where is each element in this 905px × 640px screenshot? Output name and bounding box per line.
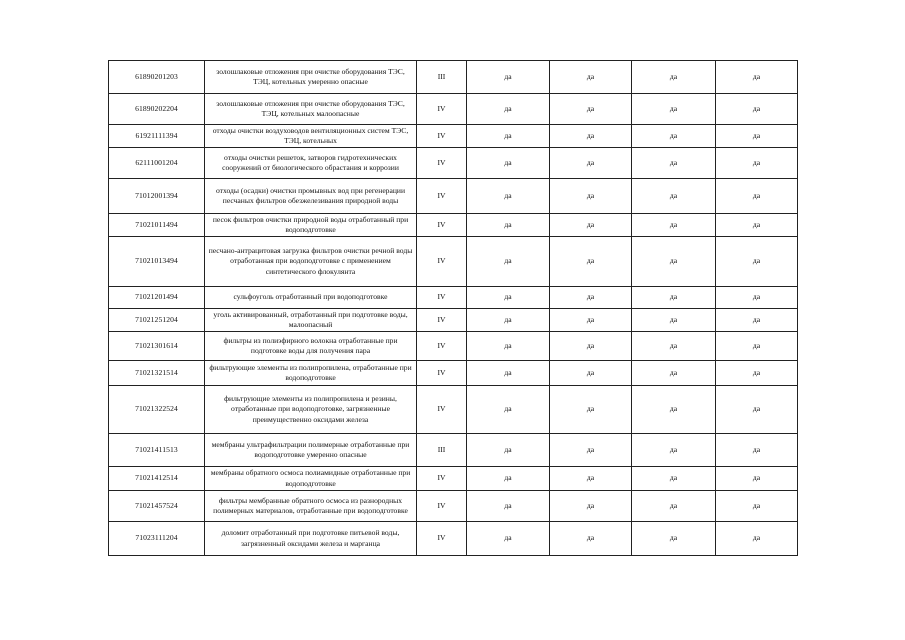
table-row xyxy=(109,287,798,309)
waste-name-cell: золошлаковые отложения при очистке оборудования ТЭС, ТЭЦ, котельных малоопасные xyxy=(205,94,417,125)
waste-code-cell: 71021412514 xyxy=(109,467,205,491)
flag-cell-2: да xyxy=(550,386,632,434)
table-row xyxy=(109,434,798,467)
flag-cell-1: да xyxy=(467,237,550,287)
flag-cell-2: да xyxy=(550,94,632,125)
waste-name-cell: золошлаковые отложения при очистке оборудования ТЭС, ТЭЦ, котельных умеренно опасные xyxy=(205,61,417,94)
table-row xyxy=(109,237,798,287)
waste-code-cell: 62111001204 xyxy=(109,148,205,179)
flag-cell-3: да xyxy=(632,386,716,434)
hazard-class-cell: IV xyxy=(417,214,467,237)
table-row xyxy=(109,125,798,148)
hazard-class-cell: IV xyxy=(417,237,467,287)
flag-cell-3: да xyxy=(632,467,716,491)
flag-cell-4: да xyxy=(716,361,798,386)
flag-cell-1: да xyxy=(467,214,550,237)
waste-name-cell: мембраны ультрафильтрации полимерные отработанные при водоподготовке умеренно опасные xyxy=(205,434,417,467)
flag-cell-1: да xyxy=(467,309,550,332)
flag-cell-4: да xyxy=(716,61,798,94)
flag-cell-4: да xyxy=(716,386,798,434)
waste-classification-table xyxy=(108,60,798,556)
flag-cell-3: да xyxy=(632,61,716,94)
waste-code-cell: 61890201203 xyxy=(109,61,205,94)
table-body xyxy=(109,61,798,556)
flag-cell-2: да xyxy=(550,179,632,214)
hazard-class-cell: III xyxy=(417,434,467,467)
flag-cell-2: да xyxy=(550,125,632,148)
waste-code-cell: 71021321514 xyxy=(109,361,205,386)
flag-cell-3: да xyxy=(632,179,716,214)
hazard-class-cell: IV xyxy=(417,467,467,491)
waste-code-cell: 71021013494 xyxy=(109,237,205,287)
hazard-class-cell: IV xyxy=(417,309,467,332)
hazard-class-cell: IV xyxy=(417,148,467,179)
flag-cell-3: да xyxy=(632,522,716,556)
flag-cell-4: да xyxy=(716,522,798,556)
waste-name-cell: отходы очистки решеток, затворов гидротехнических сооружений от биологического обрастания и коррозии xyxy=(205,148,417,179)
flag-cell-2: да xyxy=(550,148,632,179)
waste-name-cell: доломит отработанный при подготовке питьевой воды, загрязненный оксидами железа и марганца xyxy=(205,522,417,556)
waste-name-cell: песчано-антрацитовая загрузка фильтров очистки речной воды отработанная при водоподготовке с применением синтетического флокулянта xyxy=(205,237,417,287)
waste-code-cell: 61921111394 xyxy=(109,125,205,148)
table-row xyxy=(109,361,798,386)
waste-code-cell: 61890202204 xyxy=(109,94,205,125)
flag-cell-1: да xyxy=(467,148,550,179)
flag-cell-3: да xyxy=(632,332,716,361)
table-row xyxy=(109,214,798,237)
hazard-class-cell: IV xyxy=(417,179,467,214)
flag-cell-3: да xyxy=(632,125,716,148)
flag-cell-4: да xyxy=(716,491,798,522)
table-row xyxy=(109,332,798,361)
flag-cell-2: да xyxy=(550,434,632,467)
flag-cell-1: да xyxy=(467,287,550,309)
flag-cell-1: да xyxy=(467,491,550,522)
flag-cell-2: да xyxy=(550,467,632,491)
flag-cell-3: да xyxy=(632,94,716,125)
waste-name-cell: сульфоуголь отработанный при водоподготовке xyxy=(205,287,417,309)
waste-code-cell: 71021322524 xyxy=(109,386,205,434)
flag-cell-2: да xyxy=(550,332,632,361)
waste-code-cell: 71021411513 xyxy=(109,434,205,467)
flag-cell-3: да xyxy=(632,148,716,179)
hazard-class-cell: IV xyxy=(417,287,467,309)
flag-cell-4: да xyxy=(716,237,798,287)
flag-cell-4: да xyxy=(716,287,798,309)
waste-name-cell: фильтры мембранные обратного осмоса из разнородных полимерных материалов, отработанные при водоподготовке xyxy=(205,491,417,522)
hazard-class-cell: III xyxy=(417,61,467,94)
hazard-class-cell: IV xyxy=(417,386,467,434)
flag-cell-2: да xyxy=(550,237,632,287)
flag-cell-1: да xyxy=(467,94,550,125)
flag-cell-1: да xyxy=(467,125,550,148)
table-row xyxy=(109,491,798,522)
flag-cell-2: да xyxy=(550,309,632,332)
waste-name-cell: отходы (осадки) очистки промывных вод при регенерации песчаных фильтров обезжелезивания природной воды xyxy=(205,179,417,214)
flag-cell-3: да xyxy=(632,214,716,237)
flag-cell-2: да xyxy=(550,61,632,94)
flag-cell-4: да xyxy=(716,125,798,148)
flag-cell-1: да xyxy=(467,61,550,94)
waste-code-cell: 71023111204 xyxy=(109,522,205,556)
flag-cell-1: да xyxy=(467,434,550,467)
flag-cell-2: да xyxy=(550,361,632,386)
flag-cell-4: да xyxy=(716,467,798,491)
hazard-class-cell: IV xyxy=(417,522,467,556)
flag-cell-4: да xyxy=(716,434,798,467)
flag-cell-4: да xyxy=(716,214,798,237)
flag-cell-1: да xyxy=(467,361,550,386)
flag-cell-3: да xyxy=(632,491,716,522)
hazard-class-cell: IV xyxy=(417,332,467,361)
table-row xyxy=(109,467,798,491)
flag-cell-3: да xyxy=(632,434,716,467)
waste-name-cell: мембраны обратного осмоса полиамидные отработанные при водоподготовке xyxy=(205,467,417,491)
table-row xyxy=(109,179,798,214)
hazard-class-cell: IV xyxy=(417,94,467,125)
hazard-class-cell: IV xyxy=(417,361,467,386)
waste-name-cell: отходы очистки воздуховодов вентиляционных систем ТЭС, ТЭЦ, котельных xyxy=(205,125,417,148)
waste-name-cell: песок фильтров очистки природной воды отработанный при водоподготовке xyxy=(205,214,417,237)
waste-code-cell: 71012001394 xyxy=(109,179,205,214)
table-row xyxy=(109,522,798,556)
flag-cell-3: да xyxy=(632,237,716,287)
flag-cell-3: да xyxy=(632,309,716,332)
flag-cell-3: да xyxy=(632,287,716,309)
flag-cell-1: да xyxy=(467,522,550,556)
flag-cell-1: да xyxy=(467,467,550,491)
flag-cell-4: да xyxy=(716,148,798,179)
waste-code-cell: 71021251204 xyxy=(109,309,205,332)
hazard-class-cell: IV xyxy=(417,125,467,148)
flag-cell-4: да xyxy=(716,94,798,125)
waste-name-cell: фильтрующие элементы из полипропилена, отработанные при водоподготовке xyxy=(205,361,417,386)
flag-cell-2: да xyxy=(550,287,632,309)
table-row xyxy=(109,148,798,179)
flag-cell-1: да xyxy=(467,386,550,434)
flag-cell-2: да xyxy=(550,491,632,522)
waste-name-cell: уголь активированный, отработанный при подготовке воды, малоопасный xyxy=(205,309,417,332)
waste-code-cell: 71021011494 xyxy=(109,214,205,237)
table-row xyxy=(109,386,798,434)
table-row xyxy=(109,61,798,94)
waste-code-cell: 71021301614 xyxy=(109,332,205,361)
flag-cell-4: да xyxy=(716,332,798,361)
waste-name-cell: фильтрующие элементы из полипропилена и резины, отработанные при водоподготовке, загрязненные преимущественно оксидами железа xyxy=(205,386,417,434)
flag-cell-2: да xyxy=(550,214,632,237)
flag-cell-3: да xyxy=(632,361,716,386)
flag-cell-1: да xyxy=(467,179,550,214)
table-row xyxy=(109,94,798,125)
flag-cell-4: да xyxy=(716,179,798,214)
flag-cell-2: да xyxy=(550,522,632,556)
hazard-class-cell: IV xyxy=(417,491,467,522)
waste-code-cell: 71021201494 xyxy=(109,287,205,309)
waste-code-cell: 71021457524 xyxy=(109,491,205,522)
waste-name-cell: фильтры из полиэфирного волокна отработанные при подготовке воды для получения пара xyxy=(205,332,417,361)
flag-cell-4: да xyxy=(716,309,798,332)
table-row xyxy=(109,309,798,332)
flag-cell-1: да xyxy=(467,332,550,361)
